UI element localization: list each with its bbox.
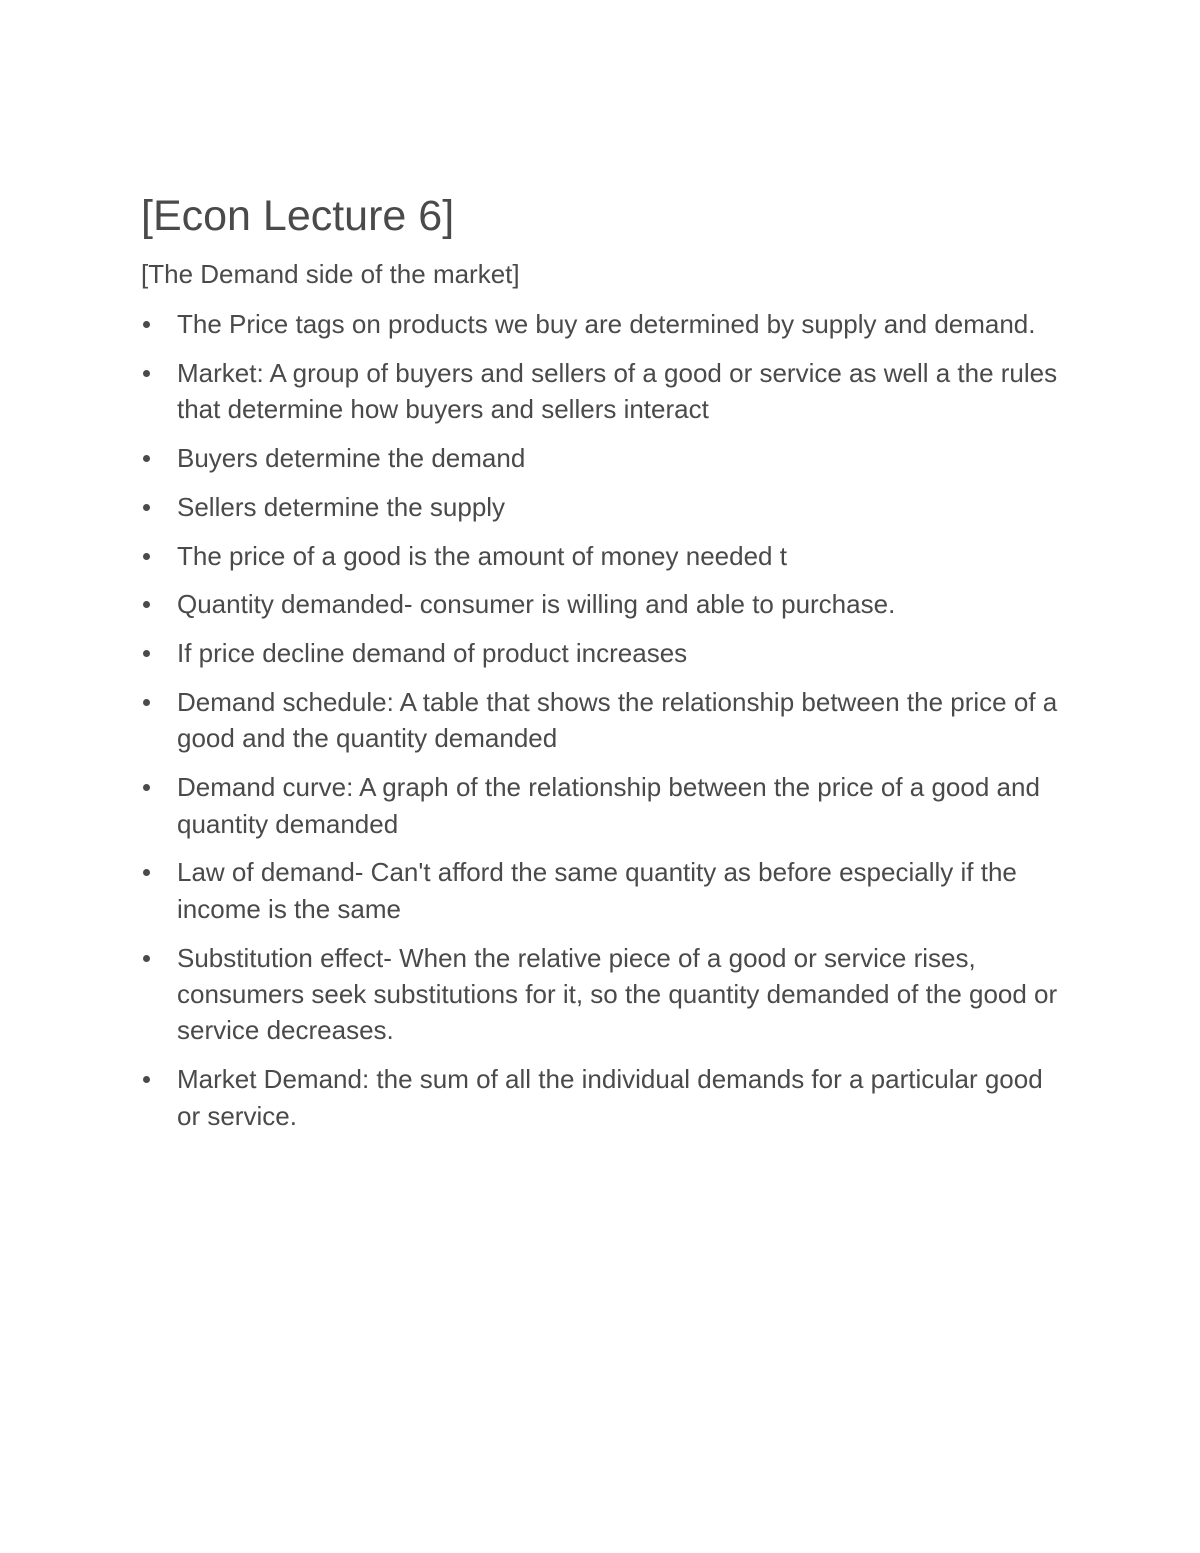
bullet-icon (143, 784, 150, 791)
bullet-text: If price decline demand of product increases (177, 638, 688, 669)
bullet-text: Demand curve: A graph of the relationship between the price of a good and quantity demanded (177, 772, 1040, 839)
bullet-icon (143, 370, 150, 377)
bullet-item (141, 940, 1071, 1049)
bullet-icon (143, 504, 150, 511)
bullet-icon (143, 553, 150, 560)
bullet-text: Demand schedule: A table that shows the relationship between the price of a good and the quantity demanded (177, 686, 1058, 754)
bullet-item (141, 1061, 1071, 1134)
bullet-text: Law of demand- Can't afford the same quantity as before especially if the income is the same (177, 857, 1017, 924)
bullet-text: Buyers determine the demand (177, 443, 526, 473)
bullet-item (141, 489, 1071, 525)
bullet-text: Market Demand: the sum of all the individual demands for a particular good or service. (177, 1064, 1043, 1131)
bullet-icon (143, 321, 150, 328)
bullet-text: The price of a good is the amount of money needed t (177, 540, 787, 571)
bullet-text: Substitution effect- When the relative piece of a good or service rises, consumers seek substitutions for it, so the quantity demanded of the good or service decreases. (177, 942, 1058, 1046)
bullet-icon (143, 601, 150, 608)
bullet-item (141, 306, 1071, 342)
bullet-icon (143, 1076, 150, 1083)
bullet-item (141, 440, 1071, 476)
bullet-text: Sellers determine the supply (177, 491, 506, 522)
bullet-text: The Price tags on products we buy are determined by supply and demand. (177, 309, 1036, 339)
bullet-text: Quantity demanded- consumer is willing and able to purchase. (177, 589, 896, 620)
bullet-item (141, 854, 1071, 927)
bullet-icon (143, 650, 150, 657)
bullet-icon (143, 699, 150, 706)
bullet-list (141, 306, 1071, 1146)
bullet-item (141, 635, 1071, 671)
bullet-item (141, 684, 1071, 757)
bullet-icon (143, 455, 150, 462)
document-subtitle: [The Demand side of the market] (141, 259, 520, 289)
document-title: [Econ Lecture 6] (141, 192, 455, 240)
bullet-text: Market: A group of buyers and sellers of a good or service as well a the rules that determine how buyers and sellers interact (177, 357, 1058, 425)
bullet-item (141, 586, 1071, 622)
bullet-icon (143, 955, 150, 962)
bullet-item (141, 769, 1071, 842)
bullet-item (141, 538, 1071, 574)
bullet-item (141, 355, 1071, 428)
bullet-icon (143, 869, 150, 876)
